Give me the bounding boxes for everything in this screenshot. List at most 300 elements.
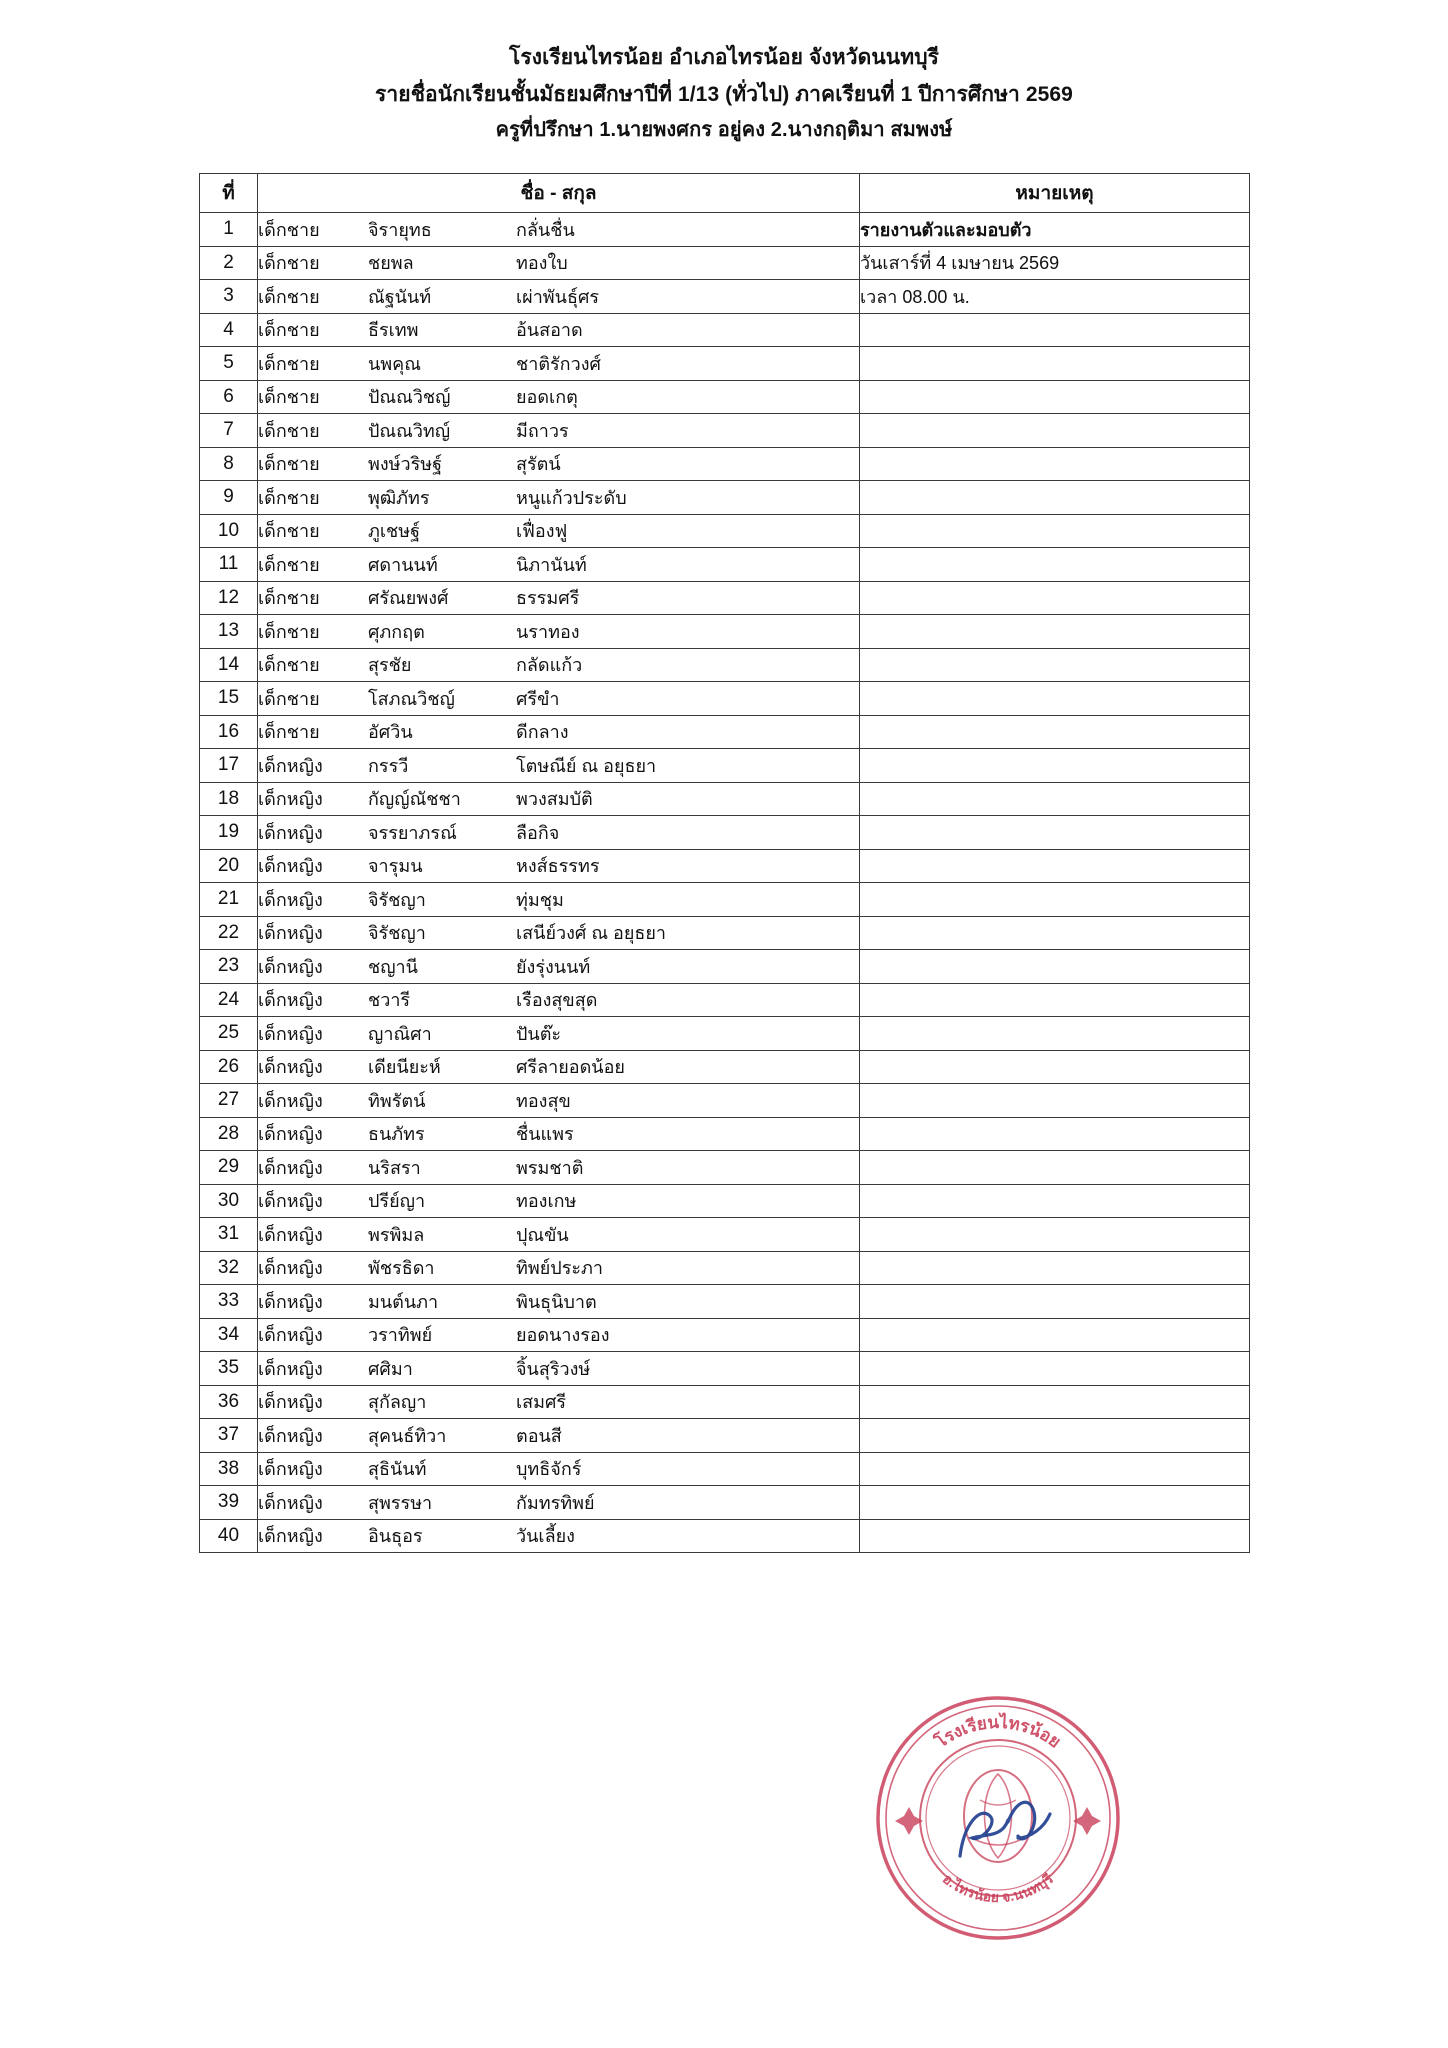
student-title: เด็กหญิง xyxy=(258,956,323,977)
student-given: ณัฐนันท์ xyxy=(368,286,432,307)
student-given: สุคนธ์ทิวา xyxy=(368,1425,447,1446)
student-given: พงษ์วริษฐ์ xyxy=(368,454,443,475)
student-surname: ศรีลายอดน้อย xyxy=(516,1057,625,1078)
cell-student-name xyxy=(258,1352,860,1386)
seal-bottom-text: อ.ไทรน้อย จ.นนทบุรี xyxy=(939,1870,1057,1906)
student-name-parts xyxy=(258,617,859,646)
student-name-parts xyxy=(258,449,859,478)
cell-row-number: 40 xyxy=(200,1519,258,1553)
student-name-parts xyxy=(258,818,859,847)
student-title: เด็กชาย xyxy=(258,722,320,743)
student-given: ชวารี xyxy=(368,990,411,1011)
table-row xyxy=(200,1218,1250,1252)
student-name-parts xyxy=(258,985,859,1014)
table-row xyxy=(200,481,1250,515)
student-given: พัชรธิดา xyxy=(368,1258,435,1279)
student-given: จิรัชญา xyxy=(368,923,426,944)
table-row xyxy=(200,447,1250,481)
cell-note xyxy=(860,414,1250,448)
student-given: ธนภัทร xyxy=(368,1124,425,1145)
cell-note xyxy=(860,581,1250,615)
student-given: สุรชัย xyxy=(368,655,412,676)
cell-row-number: 33 xyxy=(200,1285,258,1319)
roster-table-body xyxy=(200,213,1250,1553)
document-header xyxy=(0,0,1448,145)
student-title: เด็กหญิง xyxy=(258,889,323,910)
cell-row-number: 37 xyxy=(200,1419,258,1453)
student-surname: ตอนสี xyxy=(516,1425,562,1446)
student-surname: นิภานันท์ xyxy=(516,554,587,575)
student-given: กรรวี xyxy=(368,755,409,776)
student-surname: กลั่นชื่น xyxy=(516,219,575,240)
table-row xyxy=(200,950,1250,984)
cell-note xyxy=(860,380,1250,414)
student-given: อินธุอร xyxy=(368,1526,423,1547)
student-surname: ปันต๊ะ xyxy=(516,1023,562,1044)
table-row xyxy=(200,1017,1250,1051)
cell-note xyxy=(860,1486,1250,1520)
table-row xyxy=(200,916,1250,950)
student-name-parts xyxy=(258,583,859,612)
student-given: ศุภกฤต xyxy=(368,621,425,642)
cell-note xyxy=(860,1017,1250,1051)
cell-student-name xyxy=(258,347,860,381)
student-title: เด็กหญิง xyxy=(258,856,323,877)
cell-student-name xyxy=(258,682,860,716)
cell-row-number: 3 xyxy=(200,280,258,314)
svg-text:อ.ไทรน้อย จ.นนทบุรี xyxy=(940,1870,1057,1905)
cell-row-number: 8 xyxy=(200,447,258,481)
student-title: เด็กหญิง xyxy=(258,1057,323,1078)
student-surname: ยอดนางรอง xyxy=(516,1325,610,1346)
cell-note xyxy=(860,1184,1250,1218)
student-name-parts xyxy=(258,1454,859,1483)
student-name-parts xyxy=(258,1052,859,1081)
cell-student-name xyxy=(258,1486,860,1520)
table-row xyxy=(200,313,1250,347)
table-row xyxy=(200,548,1250,582)
student-surname: เรืองสุขสุด xyxy=(516,990,598,1011)
student-name-parts xyxy=(258,1119,859,1148)
student-title: เด็กชาย xyxy=(258,521,320,542)
cell-note xyxy=(860,548,1250,582)
table-row xyxy=(200,1285,1250,1319)
student-title: เด็กหญิง xyxy=(258,1425,323,1446)
student-surname: วันเลี้ยง xyxy=(516,1526,575,1547)
cell-row-number: 29 xyxy=(200,1151,258,1185)
cell-student-name xyxy=(258,280,860,314)
student-name-parts xyxy=(258,1320,859,1349)
table-row xyxy=(200,782,1250,816)
cell-student-name xyxy=(258,1385,860,1419)
cell-student-name xyxy=(258,1084,860,1118)
student-name-parts xyxy=(258,684,859,713)
table-row xyxy=(200,648,1250,682)
student-surname: เผ่าพันธุ์ศร xyxy=(516,286,600,307)
student-given: เดียนียะห์ xyxy=(368,1057,441,1078)
student-given: อัศวิน xyxy=(368,722,413,743)
cell-student-name xyxy=(258,883,860,917)
student-surname: ยอดเกตุ xyxy=(516,387,578,408)
student-given: ศดานนท์ xyxy=(368,554,438,575)
student-title: เด็กชาย xyxy=(258,554,320,575)
cell-row-number: 10 xyxy=(200,514,258,548)
cell-row-number: 21 xyxy=(200,883,258,917)
student-surname: ทิพย์ประภา xyxy=(516,1258,604,1279)
student-surname: ชื่นแพร xyxy=(516,1124,574,1145)
cell-row-number: 7 xyxy=(200,414,258,448)
cell-row-number: 9 xyxy=(200,481,258,515)
table-row xyxy=(200,246,1250,280)
cell-row-number: 32 xyxy=(200,1251,258,1285)
table-row xyxy=(200,1251,1250,1285)
column-header-no: ที่ xyxy=(200,174,258,213)
cell-row-number: 14 xyxy=(200,648,258,682)
cell-row-number: 38 xyxy=(200,1452,258,1486)
cell-student-name xyxy=(258,1285,860,1319)
cell-row-number: 30 xyxy=(200,1184,258,1218)
cell-student-name xyxy=(258,916,860,950)
cell-student-name xyxy=(258,1519,860,1553)
table-row xyxy=(200,1184,1250,1218)
student-surname: เฟื่องฟู xyxy=(516,521,568,542)
student-surname: ธรรมศรี xyxy=(516,588,580,609)
table-row xyxy=(200,213,1250,247)
cell-note xyxy=(860,883,1250,917)
student-surname: ทองใบ xyxy=(516,253,568,274)
student-title: เด็กชาย xyxy=(258,320,320,341)
cell-note xyxy=(860,1352,1250,1386)
cell-student-name xyxy=(258,246,860,280)
cell-student-name xyxy=(258,581,860,615)
table-row xyxy=(200,1519,1250,1553)
student-title: เด็กชาย xyxy=(258,286,320,307)
table-row xyxy=(200,380,1250,414)
cell-student-name xyxy=(258,1151,860,1185)
cell-note xyxy=(860,1452,1250,1486)
student-given: ศศิมา xyxy=(368,1358,413,1379)
cell-note xyxy=(860,313,1250,347)
student-title: เด็กหญิง xyxy=(258,1224,323,1245)
cell-note: เวลา 08.00 น. xyxy=(860,280,1250,314)
student-title: เด็กชาย xyxy=(258,655,320,676)
table-row xyxy=(200,1352,1250,1386)
cell-student-name xyxy=(258,414,860,448)
table-row xyxy=(200,280,1250,314)
svg-text:โรงเรียนไทรน้อย xyxy=(930,1712,1064,1752)
cell-note xyxy=(860,715,1250,749)
student-name-parts xyxy=(258,1488,859,1517)
student-name-parts xyxy=(258,885,859,914)
student-surname: เสนีย์วงศ์ ณ อยุธยา xyxy=(516,923,667,944)
student-given: จิรายุทธ xyxy=(368,219,432,240)
cell-row-number: 18 xyxy=(200,782,258,816)
class-roster-line: รายชื่อนักเรียนชั้นมัธยมศึกษาปีที่ 1/13 (ทั่วไป) ภาคเรียนที่ 1 ปีการศึกษา 2569 xyxy=(375,82,1073,106)
column-header-name: ชื่อ - สกุล xyxy=(258,174,860,213)
student-given: ภูเชษฐ์ xyxy=(368,521,421,542)
student-given: พุฒิภัทร xyxy=(368,487,430,508)
student-surname: หงส์ธรรทร xyxy=(516,856,600,877)
student-name-parts xyxy=(258,650,859,679)
table-row xyxy=(200,615,1250,649)
student-name-parts xyxy=(258,1521,859,1550)
cell-note xyxy=(860,1318,1250,1352)
student-name-parts xyxy=(258,416,859,445)
student-surname: ปุณขัน xyxy=(516,1224,569,1245)
cell-note xyxy=(860,347,1250,381)
student-title: เด็กหญิง xyxy=(258,1090,323,1111)
table-row xyxy=(200,1318,1250,1352)
student-surname: สุรัตน์ xyxy=(516,454,561,475)
student-title: เด็กหญิง xyxy=(258,822,323,843)
cell-note: รายงานตัวและมอบตัว xyxy=(860,213,1250,247)
cell-note xyxy=(860,1218,1250,1252)
student-surname: พินธุนิบาต xyxy=(516,1291,597,1312)
student-title: เด็กชาย xyxy=(258,588,320,609)
student-title: เด็กหญิง xyxy=(258,1157,323,1178)
student-title: เด็กหญิง xyxy=(258,755,323,776)
cell-note xyxy=(860,816,1250,850)
student-given: สุกัลญา xyxy=(368,1392,427,1413)
student-title: เด็กหญิง xyxy=(258,1191,323,1212)
cell-note xyxy=(860,1084,1250,1118)
cell-note xyxy=(860,1117,1250,1151)
student-surname: จิ้นสุริวงษ์ xyxy=(516,1358,591,1379)
student-surname: กลัดแก้ว xyxy=(516,655,583,676)
student-given: จารุมน xyxy=(368,856,423,877)
cell-row-number: 5 xyxy=(200,347,258,381)
cell-row-number: 31 xyxy=(200,1218,258,1252)
advisor-line: ครูที่ปรึกษา 1.นายพงศกร อยู่คง 2.นางกฤติมา สมพงษ์ xyxy=(495,119,953,141)
student-name-parts xyxy=(258,282,859,311)
cell-row-number: 19 xyxy=(200,816,258,850)
student-given: มนต์นภา xyxy=(368,1291,439,1312)
cell-row-number: 16 xyxy=(200,715,258,749)
student-surname: ดีกลาง xyxy=(516,722,569,743)
cell-row-number: 13 xyxy=(200,615,258,649)
student-title: เด็กหญิง xyxy=(258,1526,323,1547)
cell-student-name xyxy=(258,749,860,783)
student-title: เด็กหญิง xyxy=(258,1492,323,1513)
student-surname: บุทธิจักร์ xyxy=(516,1459,582,1480)
student-title: เด็กหญิง xyxy=(258,1258,323,1279)
cell-row-number: 28 xyxy=(200,1117,258,1151)
student-name-parts xyxy=(258,1387,859,1416)
cell-row-number: 25 xyxy=(200,1017,258,1051)
student-surname: โตษณีย์ ณ อยุธยา xyxy=(516,755,657,776)
cell-row-number: 2 xyxy=(200,246,258,280)
cell-row-number: 27 xyxy=(200,1084,258,1118)
student-title: เด็กหญิง xyxy=(258,1124,323,1145)
student-surname: กัมทรทิพย์ xyxy=(516,1492,595,1513)
student-title: เด็กชาย xyxy=(258,454,320,475)
table-row xyxy=(200,883,1250,917)
roster-table-head xyxy=(200,174,1250,213)
table-row xyxy=(200,1385,1250,1419)
cell-student-name xyxy=(258,615,860,649)
table-row xyxy=(200,816,1250,850)
student-surname: ทองเกษ xyxy=(516,1191,577,1212)
student-name-parts xyxy=(258,483,859,512)
table-row xyxy=(200,414,1250,448)
cell-student-name xyxy=(258,782,860,816)
cell-row-number: 39 xyxy=(200,1486,258,1520)
student-surname: เสมศรี xyxy=(516,1392,567,1413)
table-row xyxy=(200,1117,1250,1151)
table-row xyxy=(200,581,1250,615)
cell-note xyxy=(860,1151,1250,1185)
cell-note xyxy=(860,682,1250,716)
student-surname: ศรีขำ xyxy=(516,688,560,709)
student-name-parts xyxy=(258,751,859,780)
cell-note xyxy=(860,916,1250,950)
school-title-line: โรงเรียนไทรน้อย อำเภอไทรน้อย จังหวัดนนทบุรี xyxy=(508,46,940,69)
column-header-note: หมายเหตุ xyxy=(860,174,1250,213)
cell-row-number: 35 xyxy=(200,1352,258,1386)
table-row xyxy=(200,682,1250,716)
table-row xyxy=(200,347,1250,381)
cell-note xyxy=(860,782,1250,816)
cell-student-name xyxy=(258,1184,860,1218)
student-name-parts xyxy=(258,952,859,981)
table-row xyxy=(200,849,1250,883)
student-name-parts xyxy=(258,215,859,244)
roster-table xyxy=(199,173,1250,1553)
cell-note xyxy=(860,447,1250,481)
student-given: ปัณณวิทญ์ xyxy=(368,420,451,441)
cell-note xyxy=(860,615,1250,649)
student-name-parts xyxy=(258,1186,859,1215)
student-title: เด็กหญิง xyxy=(258,1291,323,1312)
student-title: เด็กชาย xyxy=(258,420,320,441)
student-name-parts xyxy=(258,1253,859,1282)
cell-note xyxy=(860,1285,1250,1319)
cell-row-number: 15 xyxy=(200,682,258,716)
student-surname: ชาติรักวงศ์ xyxy=(516,353,601,374)
cell-row-number: 4 xyxy=(200,313,258,347)
cell-row-number: 24 xyxy=(200,983,258,1017)
student-given: โสภณวิชญ์ xyxy=(368,688,455,709)
cell-row-number: 17 xyxy=(200,749,258,783)
student-name-parts xyxy=(258,1354,859,1383)
student-surname: ลือกิจ xyxy=(516,822,560,843)
cell-note xyxy=(860,1519,1250,1553)
cell-student-name xyxy=(258,950,860,984)
cell-student-name xyxy=(258,715,860,749)
student-name-parts xyxy=(258,784,859,813)
student-surname: พวงสมบัติ xyxy=(516,789,593,810)
cell-row-number: 36 xyxy=(200,1385,258,1419)
cell-note xyxy=(860,1251,1250,1285)
table-row xyxy=(200,1486,1250,1520)
cell-row-number: 34 xyxy=(200,1318,258,1352)
seal-top-text: โรงเรียนไทรน้อย xyxy=(931,1712,1065,1752)
student-title: เด็กชาย xyxy=(258,353,320,374)
student-name-parts xyxy=(258,516,859,545)
cell-student-name xyxy=(258,213,860,247)
student-given: สุพรรษา xyxy=(368,1492,433,1513)
student-surname: หนูแก้วประดับ xyxy=(516,487,627,508)
cell-row-number: 26 xyxy=(200,1050,258,1084)
cell-note xyxy=(860,648,1250,682)
student-name-parts xyxy=(258,1086,859,1115)
cell-row-number: 20 xyxy=(200,849,258,883)
student-name-parts xyxy=(258,1421,859,1450)
cell-student-name xyxy=(258,1050,860,1084)
student-name-parts xyxy=(258,315,859,344)
student-title: เด็กชาย xyxy=(258,621,320,642)
cell-student-name xyxy=(258,481,860,515)
student-given: ปัณณวิชญ์ xyxy=(368,387,451,408)
cell-student-name xyxy=(258,313,860,347)
student-title: เด็กชาย xyxy=(258,487,320,508)
school-official-seal xyxy=(868,1688,1128,1948)
cell-student-name xyxy=(258,1117,860,1151)
cell-student-name xyxy=(258,1251,860,1285)
cell-student-name xyxy=(258,1318,860,1352)
cell-student-name xyxy=(258,1218,860,1252)
student-title: เด็กชาย xyxy=(258,387,320,408)
cell-student-name xyxy=(258,447,860,481)
student-title: เด็กหญิง xyxy=(258,1325,323,1346)
student-given: นริสรา xyxy=(368,1157,421,1178)
student-name-parts xyxy=(258,851,859,880)
cell-note xyxy=(860,983,1250,1017)
cell-note xyxy=(860,950,1250,984)
cell-row-number: 23 xyxy=(200,950,258,984)
cell-row-number: 1 xyxy=(200,213,258,247)
student-name-parts xyxy=(258,248,859,277)
cell-row-number: 22 xyxy=(200,916,258,950)
student-title: เด็กหญิง xyxy=(258,1392,323,1413)
cell-note xyxy=(860,749,1250,783)
cell-row-number: 12 xyxy=(200,581,258,615)
cell-student-name xyxy=(258,1452,860,1486)
student-name-parts xyxy=(258,1019,859,1048)
student-title: เด็กหญิง xyxy=(258,789,323,810)
table-row xyxy=(200,715,1250,749)
student-name-parts xyxy=(258,349,859,378)
student-given: ชญานี xyxy=(368,956,418,977)
table-row xyxy=(200,514,1250,548)
student-given: นพคุณ xyxy=(368,353,421,374)
student-title: เด็กชาย xyxy=(258,688,320,709)
student-surname: พรมชาติ xyxy=(516,1157,584,1178)
cell-student-name xyxy=(258,548,860,582)
student-surname: อ้นสอาด xyxy=(516,320,583,341)
cell-row-number: 6 xyxy=(200,380,258,414)
student-given: พรพิมล xyxy=(368,1224,425,1245)
cell-student-name xyxy=(258,648,860,682)
cell-note xyxy=(860,1050,1250,1084)
student-surname: มีถาวร xyxy=(516,420,569,441)
student-given: ชยพล xyxy=(368,253,414,274)
student-given: ทิพรัตน์ xyxy=(368,1090,426,1111)
student-title: เด็กหญิง xyxy=(258,923,323,944)
cell-note xyxy=(860,1419,1250,1453)
student-title: เด็กหญิง xyxy=(258,990,323,1011)
student-title: เด็กชาย xyxy=(258,219,320,240)
table-header-row xyxy=(200,174,1250,213)
table-row xyxy=(200,749,1250,783)
cell-note xyxy=(860,1385,1250,1419)
student-given: ปรีย์ญา xyxy=(368,1191,426,1212)
student-surname: ทองสุข xyxy=(516,1090,571,1111)
cell-student-name xyxy=(258,514,860,548)
cell-note: วันเสาร์ที่ 4 เมษายน 2569 xyxy=(860,246,1250,280)
cell-note xyxy=(860,849,1250,883)
student-given: จิรัชญา xyxy=(368,889,426,910)
